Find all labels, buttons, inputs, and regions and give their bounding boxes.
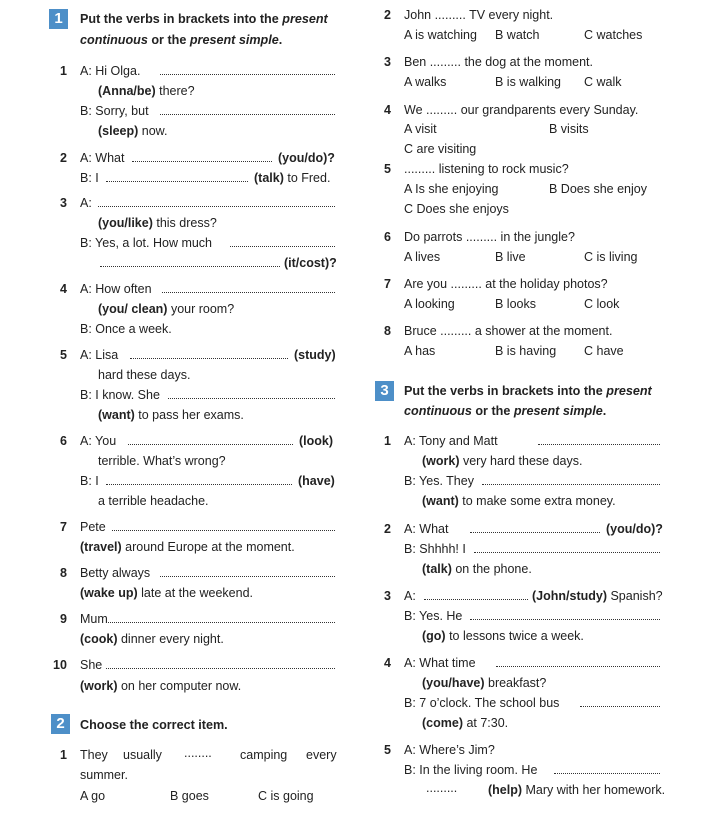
ex1-q1-line-c: B: Sorry, but	[80, 104, 149, 118]
ex2-q6-option-c[interactable]: C is living	[584, 250, 638, 264]
ex2-q1-word-1: They	[80, 748, 108, 762]
exercise-2-badge: 2	[51, 714, 70, 734]
ex2-q8-text: Bruce ......... a shower at the moment.	[404, 324, 613, 338]
ex3-q4-number: 4	[384, 656, 391, 670]
ex1-q3-line-a: A:	[80, 196, 92, 210]
ex2-q2-option-b[interactable]: B watch	[495, 28, 540, 42]
ex1-q8-number: 8	[60, 566, 67, 580]
ex1-q6-blank-2[interactable]	[106, 482, 292, 485]
ex3-q3-number: 3	[384, 589, 391, 603]
ex2-q7-option-a[interactable]: A looking	[404, 297, 455, 311]
ex3-q3-line-d: (go) to lessons twice a week.	[422, 629, 584, 643]
ex1-q8-line-b: (wake up) late at the weekend.	[80, 586, 254, 600]
ex1-q2-blank-1[interactable]	[132, 159, 272, 162]
ex2-q5-option-a[interactable]: A Is she enjoying	[404, 182, 499, 196]
ex2-q1-option-a[interactable]: A go	[80, 789, 106, 803]
ex2-q3-option-c[interactable]: C walk	[584, 75, 622, 89]
ex1-q9-blank[interactable]	[108, 620, 335, 623]
ex1-q7-blank[interactable]	[112, 528, 335, 531]
ex2-q1-number: 1	[60, 748, 67, 762]
ex3-q3-blank-2[interactable]	[470, 617, 660, 620]
ex2-q4-option-c[interactable]: C are visiting	[404, 142, 477, 156]
exercise-3-title-line2: continuous or the present simple.	[404, 404, 607, 418]
ex2-q5-number: 5	[384, 162, 391, 176]
ex3-q2-number: 2	[384, 522, 391, 536]
ex3-q2-blank-1[interactable]	[470, 530, 600, 533]
ex1-q10-line-b: (work) on her computer now.	[80, 679, 242, 693]
ex3-q2-line-a: A: What	[404, 522, 449, 536]
ex2-q7-option-b[interactable]: B looks	[495, 297, 536, 311]
ex1-q2-line-a: A: What	[80, 151, 125, 165]
ex1-q6-number: 6	[60, 434, 67, 448]
ex1-q5-line-a: A: Lisa	[80, 348, 119, 362]
ex2-q1-word-3: camping	[240, 748, 288, 762]
exercise-1-badge: 1	[49, 9, 68, 29]
ex2-q6-number: 6	[384, 230, 391, 244]
ex1-q5-blank-2[interactable]	[168, 396, 335, 399]
ex1-q2-number: 2	[60, 151, 67, 165]
ex2-q3-option-b[interactable]: B is walking	[495, 75, 561, 89]
ex1-q4-line-b: (you/ clean) your room?	[98, 302, 235, 316]
ex1-q6-line-a: A: You	[80, 434, 117, 448]
ex1-q2-line-c: (talk) to Fred.	[254, 171, 331, 185]
ex2-q1-gap[interactable]: ........	[184, 746, 212, 760]
ex2-q8-option-b[interactable]: B is having	[495, 344, 557, 358]
ex1-q3-line-c: B: Yes, a lot. How much	[80, 236, 213, 250]
ex3-q1-line-a: A: Tony and Matt	[404, 434, 498, 448]
ex2-q8-option-a[interactable]: A has	[404, 344, 436, 358]
ex1-q9-number: 9	[60, 612, 67, 626]
exercise-2-title: Choose the correct item.	[80, 718, 228, 732]
ex2-q2-text: John ......... TV every night.	[404, 8, 554, 22]
ex2-q1-option-c[interactable]: C is going	[258, 789, 314, 803]
ex3-q4-line-b: (you/have) breakfast?	[422, 676, 547, 690]
ex1-q2-blank-2[interactable]	[106, 179, 248, 182]
ex2-q4-number: 4	[384, 103, 391, 117]
ex3-q2-blank-2[interactable]	[474, 550, 660, 553]
ex1-q6-line-c: B: I	[80, 474, 99, 488]
ex3-q4-line-d: (come) at 7:30.	[422, 716, 509, 730]
ex2-q5-text: ......... listening to rock music?	[404, 162, 569, 176]
ex3-q5-line-b: B: In the living room. He	[404, 763, 538, 777]
ex1-q1-line-b: (Anna/be) there?	[98, 84, 195, 98]
ex3-q2-verb: (you/do)?	[606, 522, 663, 536]
ex3-q5-line-c: (help) Mary with her homework.	[488, 783, 666, 797]
ex2-q1-word-5: summer.	[80, 768, 128, 782]
ex3-q3-line-a: A:	[404, 589, 416, 603]
ex1-q8-line-a: Betty always	[80, 566, 151, 580]
ex3-q1-blank-1[interactable]	[538, 442, 660, 445]
ex2-q5-option-b[interactable]: B Does she enjoy	[549, 182, 647, 196]
ex2-q7-number: 7	[384, 277, 391, 291]
ex1-q2-verb: (you/do)?	[278, 151, 335, 165]
ex3-q2-line-c: (talk) on the phone.	[422, 562, 532, 576]
ex1-q5-verb: (study)	[294, 348, 336, 362]
ex1-q4-blank[interactable]	[162, 290, 335, 293]
ex2-q2-option-c[interactable]: C watches	[584, 28, 643, 42]
ex2-q3-text: Ben ......... the dog at the moment.	[404, 55, 593, 69]
ex1-q7-number: 7	[60, 520, 67, 534]
ex1-q6-line-d: a terrible headache.	[98, 494, 209, 508]
ex1-q6-verb-1: (look)	[299, 434, 334, 448]
ex3-q4-line-c: B: 7 o’clock. The school bus	[404, 696, 560, 710]
ex1-q8-blank[interactable]	[160, 574, 335, 577]
ex2-q6-option-a[interactable]: A lives	[404, 250, 441, 264]
ex1-q5-line-c: B: I know. She	[80, 388, 160, 402]
ex1-q3-number: 3	[60, 196, 67, 210]
ex2-q6-option-b[interactable]: B live	[495, 250, 526, 264]
ex2-q3-option-a[interactable]: A walks	[404, 75, 447, 89]
ex1-q5-blank-1[interactable]	[130, 356, 288, 359]
ex1-q10-line-a: She	[80, 658, 103, 672]
ex2-q4-text: We ......... our grandparents every Sunday.	[404, 103, 639, 117]
exercise-1-title-line1: Put the verbs in brackets into the present	[80, 12, 328, 26]
ex2-q5-option-c[interactable]: C Does she enjoys	[404, 202, 509, 216]
ex2-q2-option-a[interactable]: A is watching	[404, 28, 477, 42]
exercise-1-title-line2: continuous or the present simple.	[80, 33, 283, 47]
ex1-q3-line-b: (you/like) this dress?	[98, 216, 217, 230]
ex2-q4-option-b[interactable]: B visits	[549, 122, 589, 136]
ex2-q7-text: Are you ......... at the holiday photos?	[404, 277, 608, 291]
exercise-3-badge: 3	[375, 381, 394, 401]
ex3-q5-blank-1[interactable]	[554, 771, 660, 774]
ex1-q9-line-a: Mum	[80, 612, 108, 626]
ex1-q9-line-b: (cook) dinner every night.	[80, 632, 224, 646]
ex2-q4-option-a[interactable]: A visit	[404, 122, 437, 136]
ex2-q7-option-c[interactable]: C look	[584, 297, 620, 311]
exercise-3-title-line1: Put the verbs in brackets into the present	[404, 384, 652, 398]
ex3-q3-line-c: B: Yes. He	[404, 609, 463, 623]
ex1-q7-line-a: Pete	[80, 520, 106, 534]
ex3-q1-line-c: B: Yes. They	[404, 474, 474, 488]
ex3-q1-number: 1	[384, 434, 391, 448]
ex1-q6-blank-1[interactable]	[128, 442, 293, 445]
ex1-q1-blank-1[interactable]	[160, 72, 335, 75]
ex1-q6-verb-2: (have)	[298, 474, 335, 488]
ex1-q10-number: 10	[53, 658, 67, 672]
ex1-q3-blank-2[interactable]	[230, 244, 335, 247]
ex1-q10-blank[interactable]	[106, 666, 335, 669]
ex3-q4-line-a: A: What time	[404, 656, 476, 670]
ex2-q6-text: Do parrots ......... in the jungle?	[404, 230, 575, 244]
ex1-q3-verb: (it/cost)?	[284, 256, 337, 270]
ex2-q1-word-4: every	[306, 748, 337, 762]
ex1-q3-blank-3[interactable]	[100, 264, 280, 267]
ex2-q8-option-c[interactable]: C have	[584, 344, 624, 358]
ex1-q5-line-b: hard these days.	[98, 368, 191, 382]
ex1-q5-line-d: (want) to pass her exams.	[98, 408, 244, 422]
ex3-q2-line-b: B: Shhhh! I	[404, 542, 466, 556]
ex3-q5-gap[interactable]: .........	[426, 781, 458, 795]
ex2-q3-number: 3	[384, 55, 391, 69]
ex3-q5-number: 5	[384, 743, 391, 757]
ex3-q4-blank-1[interactable]	[496, 664, 660, 667]
ex1-q4-line-a: A: How often	[80, 282, 152, 296]
ex1-q4-number: 4	[60, 282, 67, 296]
ex3-q1-line-d: (want) to make some extra money.	[422, 494, 616, 508]
ex1-q1-number: 1	[60, 64, 67, 78]
ex1-q5-number: 5	[60, 348, 67, 362]
ex3-q4-blank-2[interactable]	[580, 704, 660, 707]
ex3-q3-blank-1[interactable]	[424, 597, 528, 600]
ex3-q5-line-a: A: Where’s Jim?	[404, 743, 495, 757]
ex1-q4-line-c: B: Once a week.	[80, 322, 172, 336]
ex1-q2-line-b: B: I	[80, 171, 99, 185]
ex3-q1-line-b: (work) very hard these days.	[422, 454, 583, 468]
ex3-q3-line-b: (John/study) Spanish?	[532, 589, 663, 603]
ex1-q6-line-b: terrible. What’s wrong?	[98, 454, 226, 468]
ex1-q3-blank-1[interactable]	[98, 204, 335, 207]
ex2-q1-word-2: usually	[123, 748, 162, 762]
ex1-q7-line-b: (travel) around Europe at the moment.	[80, 540, 295, 554]
ex1-q1-line-a: A: Hi Olga.	[80, 64, 141, 78]
ex2-q8-number: 8	[384, 324, 391, 338]
ex2-q2-number: 2	[384, 8, 391, 22]
ex1-q1-line-d: (sleep) now.	[98, 124, 168, 138]
ex1-q1-blank-2[interactable]	[160, 112, 335, 115]
ex2-q1-option-b[interactable]: B goes	[170, 789, 209, 803]
ex3-q1-blank-2[interactable]	[482, 482, 660, 485]
